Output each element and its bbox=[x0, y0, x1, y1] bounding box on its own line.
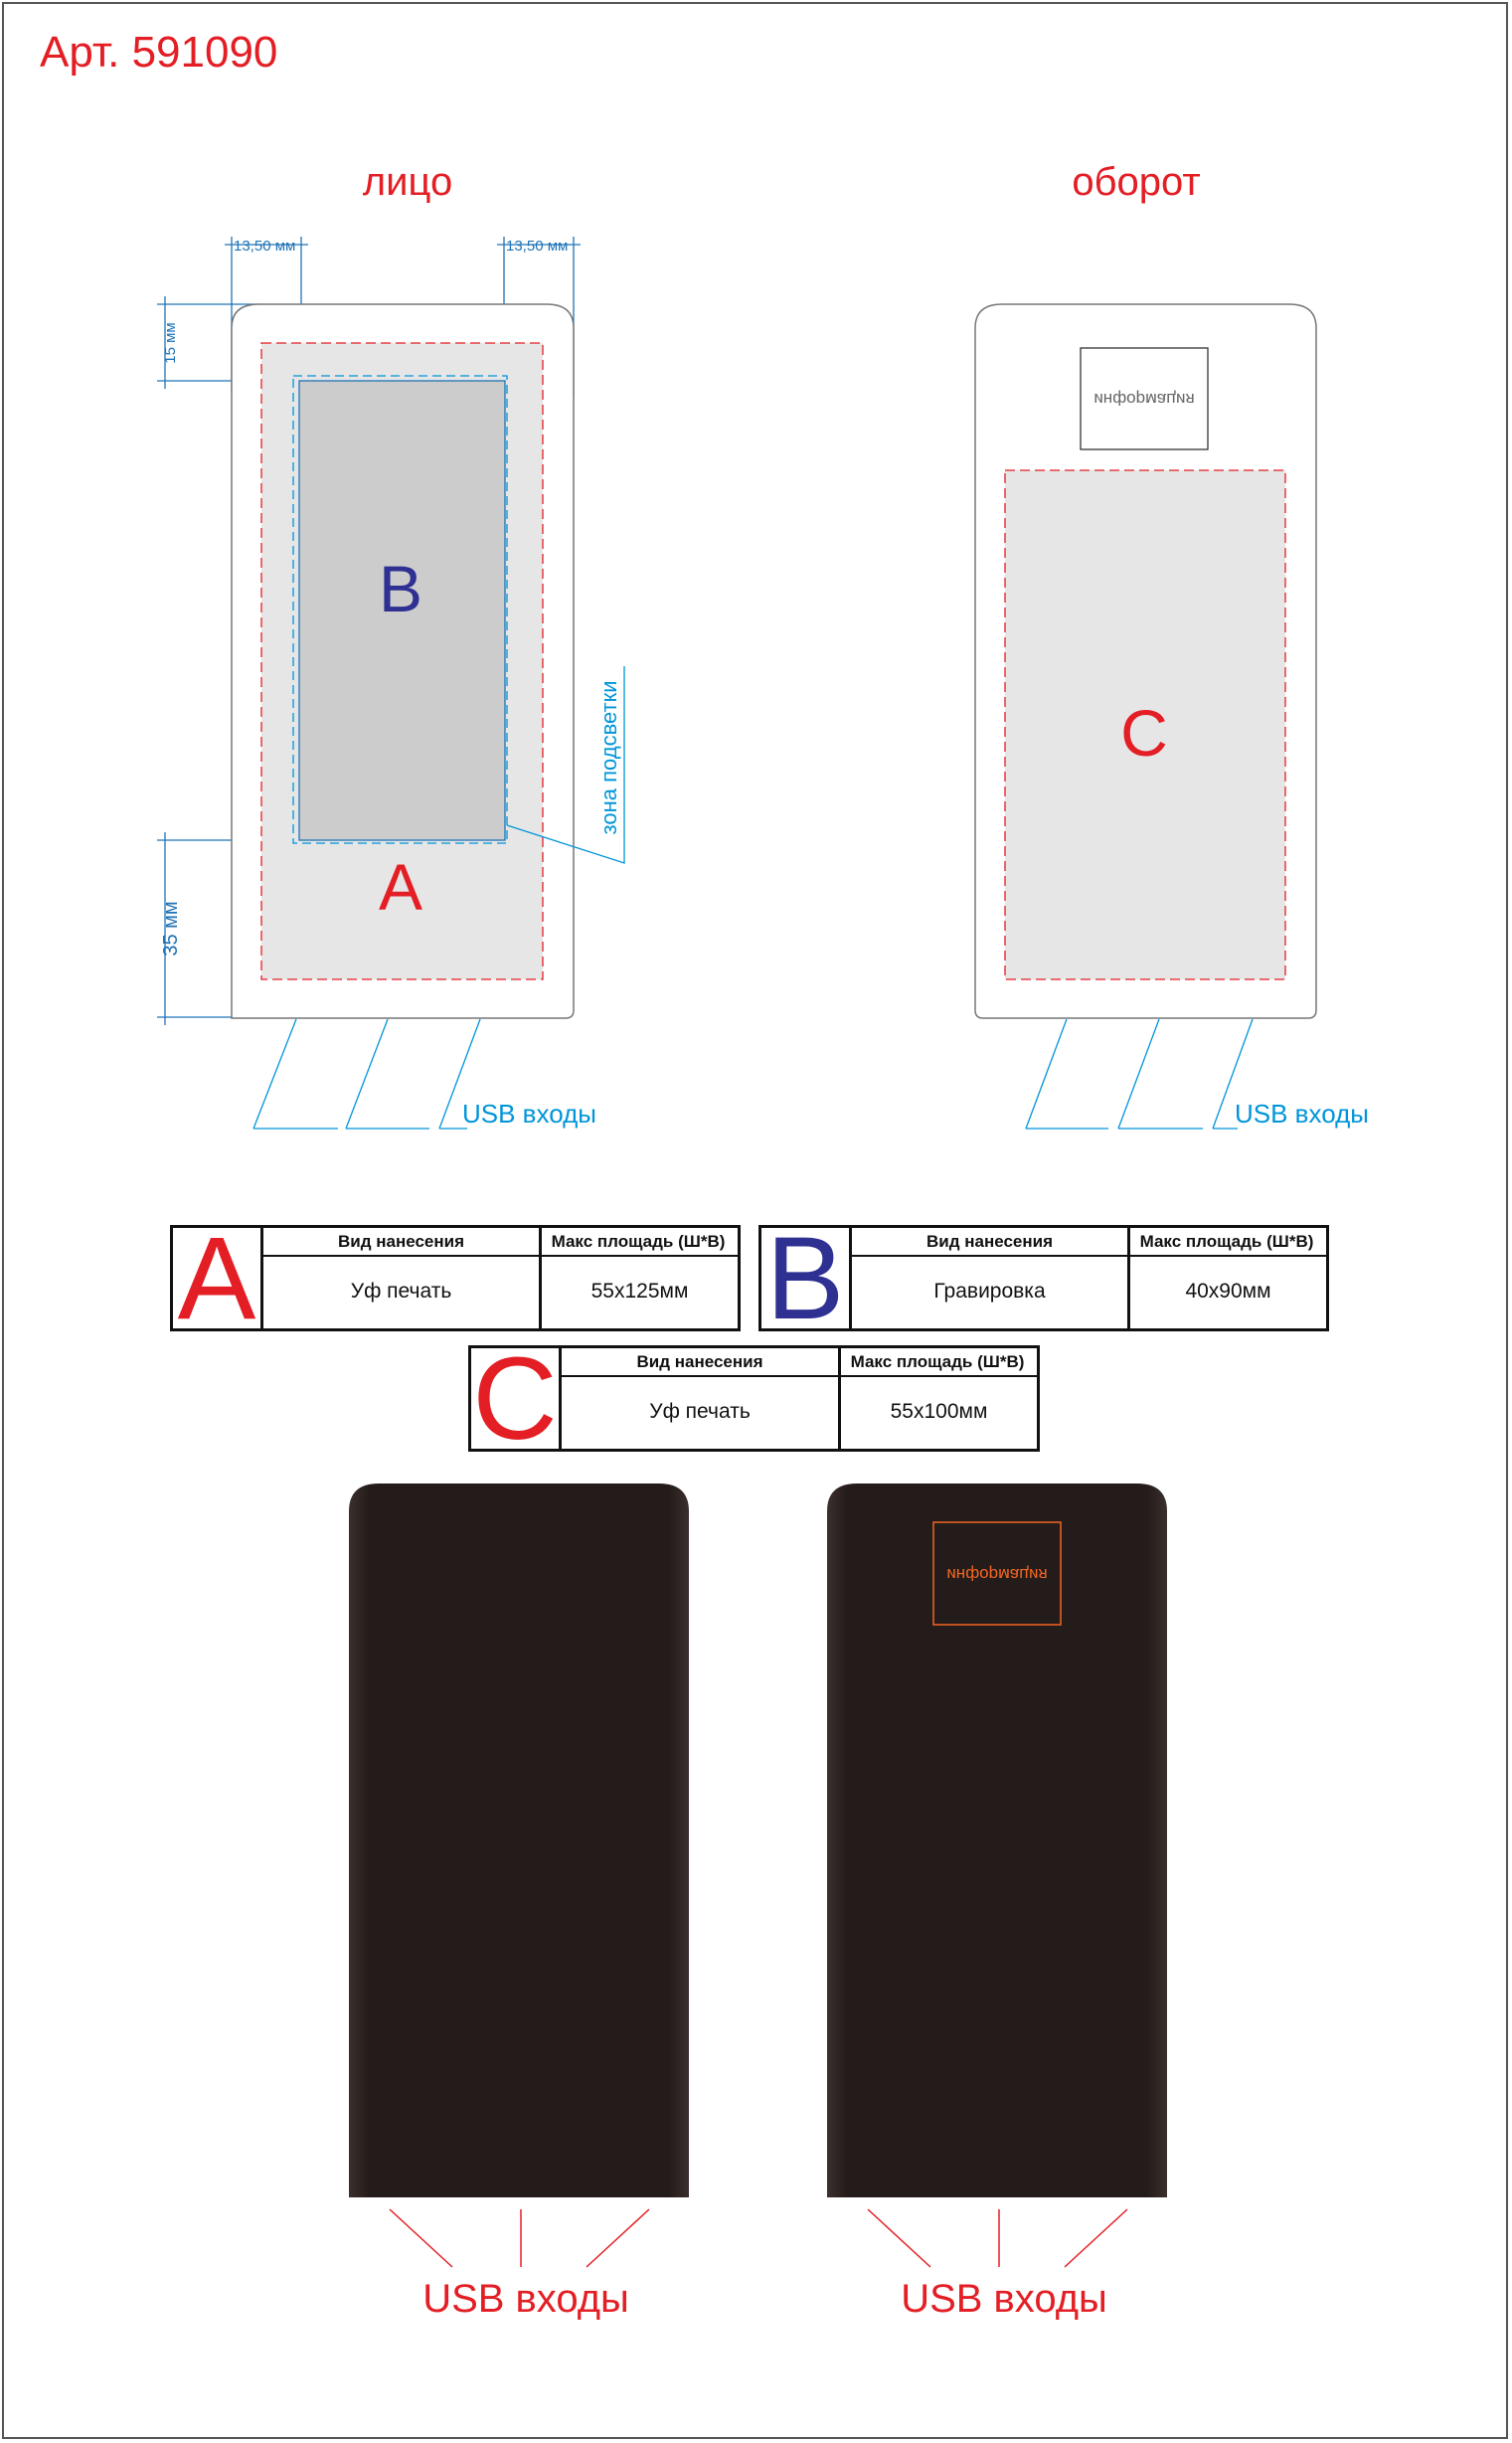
table-c-letter: C bbox=[471, 1348, 562, 1449]
zone-b-label: B bbox=[378, 552, 423, 625]
front-dim-top-height: 15 мм bbox=[162, 322, 179, 364]
back-info-label: информация bbox=[1093, 390, 1195, 409]
zone-a-label: A bbox=[378, 850, 423, 924]
table-c-method: Уф печать bbox=[649, 1400, 751, 1423]
front-usb-label: USB входы bbox=[462, 1099, 596, 1129]
front-view-title: лицо bbox=[362, 160, 453, 204]
table-zone-c bbox=[468, 1332, 1040, 1465]
back-usb-label: USB входы bbox=[1235, 1099, 1369, 1129]
front-view bbox=[157, 237, 624, 1129]
front-dim-left-top: 13,50 мм bbox=[234, 238, 296, 255]
front-dim-right-top: 13,50 мм bbox=[506, 238, 569, 255]
article-number: Арт. 591090 bbox=[40, 28, 278, 77]
table-a-method-header: Вид нанесения bbox=[263, 1228, 539, 1257]
table-b-method-header: Вид нанесения bbox=[852, 1228, 1127, 1257]
back-view-title: оборот bbox=[1072, 160, 1201, 204]
table-a-letter: A bbox=[173, 1228, 263, 1328]
table-zone-b bbox=[758, 1212, 1329, 1344]
product-photos bbox=[349, 1483, 1167, 2321]
table-b-area-header: Макс площадь (Ш*В) bbox=[1127, 1228, 1326, 1257]
table-c-area: 55х100мм bbox=[890, 1400, 988, 1423]
table-a-area: 55х125мм bbox=[590, 1280, 689, 1303]
table-zone-a bbox=[170, 1212, 741, 1344]
back-view bbox=[975, 304, 1369, 1129]
backlight-zone-label: зона подсветки bbox=[596, 680, 621, 835]
photo-front-device bbox=[349, 1483, 689, 2197]
table-b-area: 40х90мм bbox=[1185, 1280, 1271, 1303]
photo-front-usb-label: USB входы bbox=[422, 2277, 629, 2321]
table-a-area-header: Макс площадь (Ш*В) bbox=[539, 1228, 738, 1257]
table-b-letter: B bbox=[761, 1228, 852, 1328]
photo-back-usb-label: USB входы bbox=[901, 2277, 1107, 2321]
front-dim-bottom-height: 35 мм bbox=[160, 901, 182, 957]
table-a-method: Уф печать bbox=[350, 1280, 452, 1303]
table-c-method-header: Вид нанесения bbox=[562, 1348, 838, 1377]
table-b-method: Гравировка bbox=[933, 1280, 1046, 1303]
photo-usb-pointer-lines bbox=[390, 2209, 1127, 2267]
photo-back-device bbox=[827, 1483, 1167, 2197]
back-usb-pointer-lines bbox=[1026, 1019, 1253, 1129]
table-c-area-header: Макс площадь (Ш*В) bbox=[838, 1348, 1037, 1377]
front-usb-pointer-lines bbox=[253, 1019, 480, 1129]
zone-c-label: C bbox=[1120, 696, 1168, 770]
photo-info-label: информация bbox=[946, 1565, 1048, 1584]
